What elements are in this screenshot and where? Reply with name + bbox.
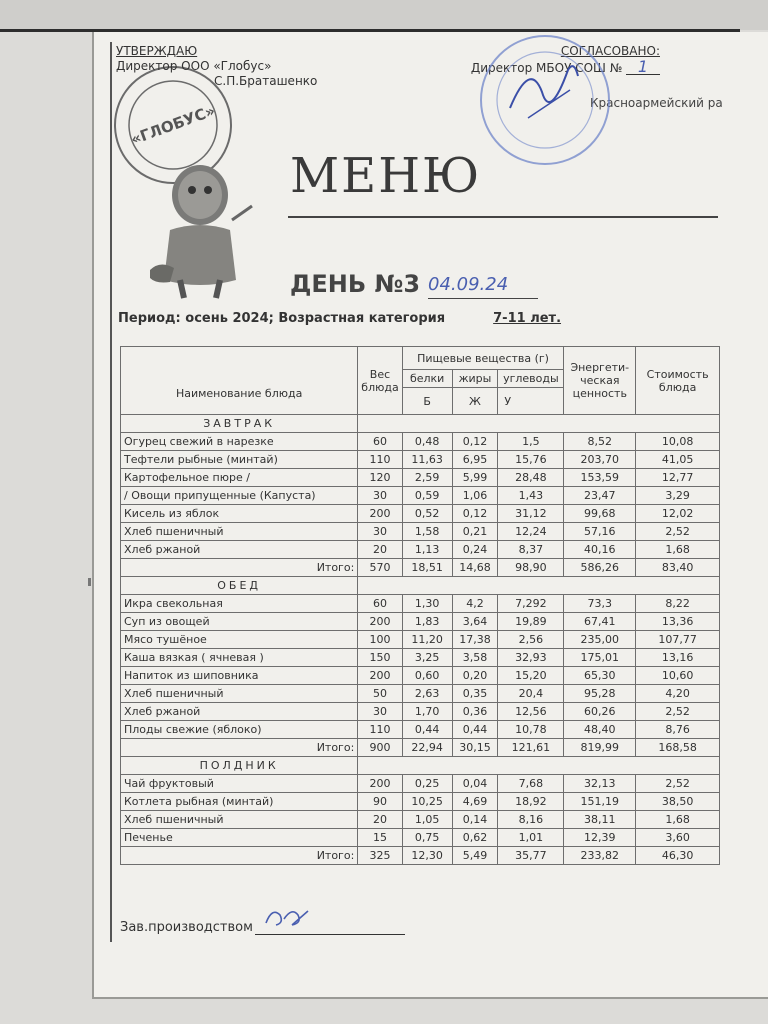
dish-value: 153,59 bbox=[564, 469, 636, 487]
agreed-heading: СОГЛАСОВАНО: bbox=[560, 44, 660, 58]
header-proteins: белки bbox=[402, 370, 452, 388]
dish-value: 0,60 bbox=[402, 667, 452, 685]
dish-value: 19,89 bbox=[498, 613, 564, 631]
dish-name: Плоды свежие (яблоко) bbox=[121, 721, 358, 739]
dish-value: 8,22 bbox=[636, 595, 720, 613]
dish-value: 15,20 bbox=[498, 667, 564, 685]
dish-value: 0,24 bbox=[452, 541, 498, 559]
table-row bbox=[121, 487, 720, 505]
section-spacer bbox=[358, 757, 720, 775]
dish-name: Тефтели рыбные (минтай) bbox=[121, 451, 358, 469]
dish-name: Хлеб пшеничный bbox=[121, 811, 358, 829]
dish-value: 200 bbox=[358, 775, 402, 793]
header-weight: Вес блюда bbox=[358, 347, 402, 415]
dish-value: 0,35 bbox=[452, 685, 498, 703]
dish-value: 0,04 bbox=[452, 775, 498, 793]
total-value: 83,40 bbox=[636, 559, 720, 577]
dish-name: Кисель из яблок bbox=[121, 505, 358, 523]
dish-value: 8,16 bbox=[498, 811, 564, 829]
dish-value: 1,5 bbox=[498, 433, 564, 451]
dish-value: 2,59 bbox=[402, 469, 452, 487]
dish-value: 60,26 bbox=[564, 703, 636, 721]
total-value: 121,61 bbox=[498, 739, 564, 757]
dish-value: 95,28 bbox=[564, 685, 636, 703]
dish-value: 40,16 bbox=[564, 541, 636, 559]
table-row bbox=[121, 451, 720, 469]
dish-value: 41,05 bbox=[636, 451, 720, 469]
dish-value: 1,05 bbox=[402, 811, 452, 829]
total-value: 586,26 bbox=[564, 559, 636, 577]
table-row bbox=[121, 793, 720, 811]
dish-value: 2,52 bbox=[636, 775, 720, 793]
dish-value: 0,25 bbox=[402, 775, 452, 793]
dish-name: Чай фруктовый bbox=[121, 775, 358, 793]
dish-value: 1,30 bbox=[402, 595, 452, 613]
total-label: Итого: bbox=[121, 847, 358, 865]
section-row bbox=[121, 757, 720, 775]
dish-value: 20 bbox=[358, 811, 402, 829]
dish-value: 0,48 bbox=[402, 433, 452, 451]
dish-value: 38,11 bbox=[564, 811, 636, 829]
dish-value: 100 bbox=[358, 631, 402, 649]
dish-value: 8,37 bbox=[498, 541, 564, 559]
header-u: У bbox=[498, 388, 564, 415]
section-title: ЗАВТРАК bbox=[121, 415, 358, 433]
total-value: 98,90 bbox=[498, 559, 564, 577]
dish-value: 1,06 bbox=[452, 487, 498, 505]
dish-value: 120 bbox=[358, 469, 402, 487]
title-underline bbox=[288, 216, 718, 218]
table-row bbox=[121, 667, 720, 685]
dish-value: 8,52 bbox=[564, 433, 636, 451]
total-row bbox=[121, 559, 720, 577]
dish-value: 30 bbox=[358, 487, 402, 505]
dish-value: 30 bbox=[358, 523, 402, 541]
section-spacer bbox=[358, 577, 720, 595]
table-row bbox=[121, 775, 720, 793]
page-title: МЕНЮ bbox=[290, 148, 482, 204]
dish-value: 23,47 bbox=[564, 487, 636, 505]
dish-value: 18,92 bbox=[498, 793, 564, 811]
dish-value: 12,56 bbox=[498, 703, 564, 721]
dish-value: 32,93 bbox=[498, 649, 564, 667]
dish-value: 1,43 bbox=[498, 487, 564, 505]
table-row bbox=[121, 505, 720, 523]
dish-value: 200 bbox=[358, 613, 402, 631]
dish-value: 110 bbox=[358, 721, 402, 739]
dish-value: 15,76 bbox=[498, 451, 564, 469]
dish-value: 4,69 bbox=[452, 793, 498, 811]
dish-value: 73,3 bbox=[564, 595, 636, 613]
dish-name: Икра свекольная bbox=[121, 595, 358, 613]
table-row bbox=[121, 829, 720, 847]
dish-value: 12,77 bbox=[636, 469, 720, 487]
dish-value: 7,68 bbox=[498, 775, 564, 793]
dish-value: 60 bbox=[358, 433, 402, 451]
header-carbs: углеводы bbox=[498, 370, 564, 388]
total-label: Итого: bbox=[121, 739, 358, 757]
dish-value: 10,08 bbox=[636, 433, 720, 451]
total-value: 14,68 bbox=[452, 559, 498, 577]
dish-value: 90 bbox=[358, 793, 402, 811]
dish-value: 12,24 bbox=[498, 523, 564, 541]
table-row bbox=[121, 541, 720, 559]
section-spacer bbox=[358, 415, 720, 433]
dish-name: Хлеб ржаной bbox=[121, 541, 358, 559]
dish-value: 0,75 bbox=[402, 829, 452, 847]
dish-value: 1,58 bbox=[402, 523, 452, 541]
dish-value: 28,48 bbox=[498, 469, 564, 487]
age-category: 7-11 лет. bbox=[493, 311, 562, 326]
total-value: 35,77 bbox=[498, 847, 564, 865]
dish-value: 15 bbox=[358, 829, 402, 847]
dish-value: 1,70 bbox=[402, 703, 452, 721]
date-underline bbox=[428, 298, 538, 299]
section-title: ПОЛДНИК bbox=[121, 757, 358, 775]
dish-value: 3,58 bbox=[452, 649, 498, 667]
total-label: Итого: bbox=[121, 559, 358, 577]
dish-value: 2,52 bbox=[636, 703, 720, 721]
header-cost: Стоимость блюда bbox=[636, 347, 720, 415]
dish-name: Хлеб пшеничный bbox=[121, 523, 358, 541]
dish-value: 150 bbox=[358, 649, 402, 667]
total-value: 570 bbox=[358, 559, 402, 577]
dish-value: 10,25 bbox=[402, 793, 452, 811]
dish-value: 38,50 bbox=[636, 793, 720, 811]
dish-value: 67,41 bbox=[564, 613, 636, 631]
background-band bbox=[0, 0, 768, 30]
dish-value: 32,13 bbox=[564, 775, 636, 793]
dish-value: 8,76 bbox=[636, 721, 720, 739]
dish-value: 3,25 bbox=[402, 649, 452, 667]
dish-value: 0,62 bbox=[452, 829, 498, 847]
table-row bbox=[121, 631, 720, 649]
section-row bbox=[121, 577, 720, 595]
school-number: 1 bbox=[626, 59, 660, 75]
dish-value: 20 bbox=[358, 541, 402, 559]
total-value: 12,30 bbox=[402, 847, 452, 865]
dish-value: 12,39 bbox=[564, 829, 636, 847]
dish-name: Каша вязкая ( ячневая ) bbox=[121, 649, 358, 667]
dish-name: Печенье bbox=[121, 829, 358, 847]
region-text: Красноармейский ра bbox=[590, 96, 723, 110]
dish-value: 7,292 bbox=[498, 595, 564, 613]
header-fats: жиры bbox=[452, 370, 498, 388]
total-row bbox=[121, 739, 720, 757]
header-b: Б bbox=[402, 388, 452, 415]
footer-label: Зав.производством bbox=[120, 920, 253, 935]
dish-value: 0,20 bbox=[452, 667, 498, 685]
dish-value: 1,83 bbox=[402, 613, 452, 631]
dish-value: 0,12 bbox=[452, 505, 498, 523]
dish-name: Огурец свежий в нарезке bbox=[121, 433, 358, 451]
dish-value: 10,78 bbox=[498, 721, 564, 739]
dish-value: 65,30 bbox=[564, 667, 636, 685]
signature-mark bbox=[262, 905, 312, 931]
dish-value: 10,60 bbox=[636, 667, 720, 685]
total-value: 900 bbox=[358, 739, 402, 757]
dish-value: 30 bbox=[358, 703, 402, 721]
total-value: 233,82 bbox=[564, 847, 636, 865]
dish-value: 0,59 bbox=[402, 487, 452, 505]
dish-value: 4,2 bbox=[452, 595, 498, 613]
dish-value: 12,02 bbox=[636, 505, 720, 523]
header-zh: Ж bbox=[452, 388, 498, 415]
dish-value: 57,16 bbox=[564, 523, 636, 541]
dish-value: 17,38 bbox=[452, 631, 498, 649]
table-row bbox=[121, 703, 720, 721]
dish-value: 31,12 bbox=[498, 505, 564, 523]
table-row bbox=[121, 523, 720, 541]
dish-name: Мясо тушёное bbox=[121, 631, 358, 649]
period-line bbox=[118, 311, 561, 326]
dish-value: 5,99 bbox=[452, 469, 498, 487]
dish-value: 107,77 bbox=[636, 631, 720, 649]
dish-value: 0,36 bbox=[452, 703, 498, 721]
total-value: 46,30 bbox=[636, 847, 720, 865]
dish-value: 0,14 bbox=[452, 811, 498, 829]
table-row bbox=[121, 613, 720, 631]
dish-name: Хлеб ржаной bbox=[121, 703, 358, 721]
menu-table-body bbox=[121, 415, 720, 865]
dish-value: 6,95 bbox=[452, 451, 498, 469]
dish-value: 1,01 bbox=[498, 829, 564, 847]
dish-name: Хлеб пшеничный bbox=[121, 685, 358, 703]
menu-table bbox=[120, 346, 720, 865]
total-value: 325 bbox=[358, 847, 402, 865]
table-row bbox=[121, 649, 720, 667]
dish-name: Суп из овощей bbox=[121, 613, 358, 631]
dish-value: 2,52 bbox=[636, 523, 720, 541]
day-label: ДЕНЬ №3 bbox=[290, 270, 421, 298]
total-value: 18,51 bbox=[402, 559, 452, 577]
dish-value: 203,70 bbox=[564, 451, 636, 469]
table-row bbox=[121, 595, 720, 613]
dish-name: Картофельное пюре / bbox=[121, 469, 358, 487]
dish-value: 0,44 bbox=[452, 721, 498, 739]
dish-value: 110 bbox=[358, 451, 402, 469]
mascot-illustration bbox=[140, 150, 260, 300]
day-date: 04.09.24 bbox=[428, 274, 509, 295]
header-nutrients: Пищевые вещества (г) bbox=[402, 347, 564, 370]
dish-value: 200 bbox=[358, 505, 402, 523]
table-row bbox=[121, 433, 720, 451]
total-value: 22,94 bbox=[402, 739, 452, 757]
period-text: Период: осень 2024; Возрастная категория bbox=[118, 311, 446, 326]
total-value: 168,58 bbox=[636, 739, 720, 757]
stamp-text: «ГЛОБУС» bbox=[128, 101, 218, 149]
agreed-position-text: Директор МБОУ СОШ № bbox=[470, 61, 623, 75]
section-title: ОБЕД bbox=[121, 577, 358, 595]
dish-value: 11,20 bbox=[402, 631, 452, 649]
dish-value: 50 bbox=[358, 685, 402, 703]
school-stamp bbox=[470, 30, 623, 170]
dish-value: 175,01 bbox=[564, 649, 636, 667]
dish-value: 0,44 bbox=[402, 721, 452, 739]
approve-heading: УТВЕРЖДАЮ bbox=[116, 44, 198, 58]
dish-value: 235,00 bbox=[564, 631, 636, 649]
dish-value: 20,4 bbox=[498, 685, 564, 703]
dish-value: 48,40 bbox=[564, 721, 636, 739]
dish-value: 2,56 bbox=[498, 631, 564, 649]
margin-mark bbox=[88, 578, 91, 586]
dish-value: 1,68 bbox=[636, 811, 720, 829]
dish-value: 2,63 bbox=[402, 685, 452, 703]
section-row bbox=[121, 415, 720, 433]
table-row bbox=[121, 685, 720, 703]
dish-value: 13,36 bbox=[636, 613, 720, 631]
dish-value: 3,60 bbox=[636, 829, 720, 847]
table-row bbox=[121, 811, 720, 829]
dish-value: 3,29 bbox=[636, 487, 720, 505]
approval-block-left bbox=[116, 44, 317, 89]
dish-value: 60 bbox=[358, 595, 402, 613]
approve-person: С.П.Браташенко bbox=[214, 74, 318, 88]
dish-value: 1,13 bbox=[402, 541, 452, 559]
header-name: Наименование блюда bbox=[121, 347, 358, 415]
dish-name: Котлета рыбная (минтай) bbox=[121, 793, 358, 811]
dish-value: 4,20 bbox=[636, 685, 720, 703]
total-row bbox=[121, 847, 720, 865]
header-energy: Энергети-ческая ценность bbox=[564, 347, 636, 415]
dish-name: / Овощи припущенные (Капуста) bbox=[121, 487, 358, 505]
dish-value: 1,68 bbox=[636, 541, 720, 559]
dish-value: 3,64 bbox=[452, 613, 498, 631]
total-value: 5,49 bbox=[452, 847, 498, 865]
dish-value: 0,52 bbox=[402, 505, 452, 523]
dish-value: 99,68 bbox=[564, 505, 636, 523]
dish-value: 151,19 bbox=[564, 793, 636, 811]
total-value: 819,99 bbox=[564, 739, 636, 757]
approve-position: Директор ООО «Глобус» bbox=[116, 59, 272, 73]
dish-value: 0,12 bbox=[452, 433, 498, 451]
table-row bbox=[121, 469, 720, 487]
dish-value: 13,16 bbox=[636, 649, 720, 667]
dish-name: Напиток из шиповника bbox=[121, 667, 358, 685]
table-row bbox=[121, 721, 720, 739]
dish-value: 11,63 bbox=[402, 451, 452, 469]
total-value: 30,15 bbox=[452, 739, 498, 757]
dish-value: 0,21 bbox=[452, 523, 498, 541]
dish-value: 200 bbox=[358, 667, 402, 685]
